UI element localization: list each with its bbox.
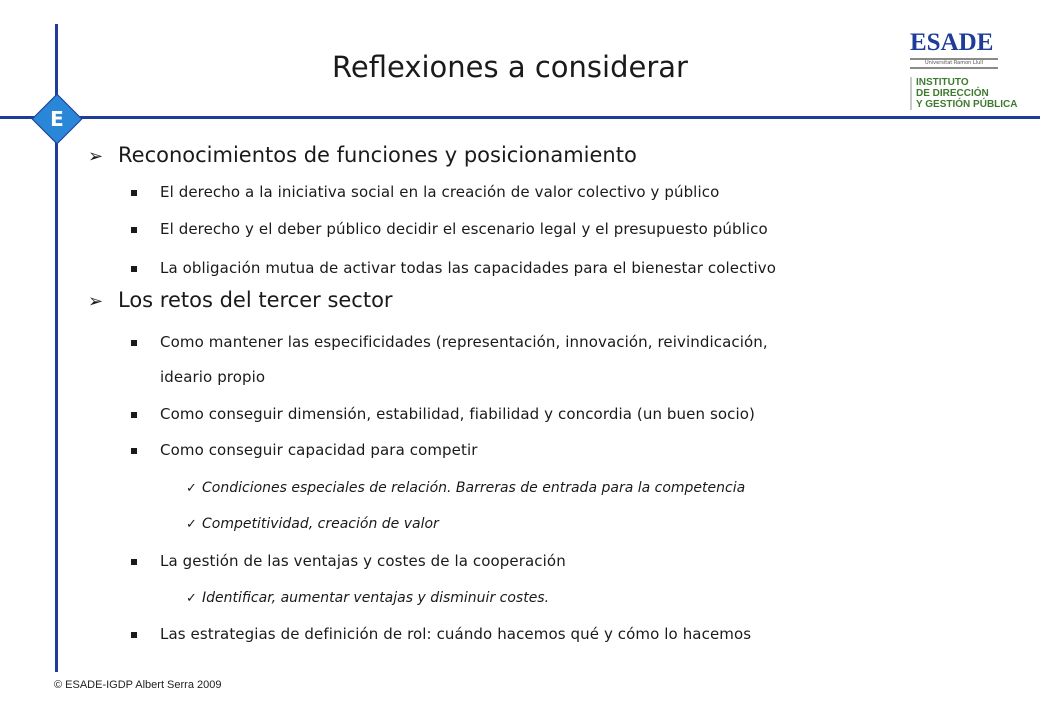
square-bullet-icon (131, 412, 137, 418)
check-icon: ✓ (186, 481, 197, 496)
section-heading-2: ➢ Los retos del tercer sector (88, 288, 393, 312)
sub-list-item: ✓ Competitividad, creación de valor (186, 516, 439, 532)
square-bullet-icon (131, 266, 137, 272)
square-bullet-icon (131, 190, 137, 196)
sub-list-item: ✓ Condiciones especiales de relación. Barreras de entrada para la competencia (186, 480, 746, 496)
logo-subline: Universitat Ramon Llull (910, 58, 998, 69)
horizontal-rule (0, 116, 1040, 119)
esade-logo (910, 29, 1018, 110)
square-bullet-icon (131, 340, 137, 346)
copyright-footer: © ESADE-IGDP Albert Serra 2009 (54, 679, 222, 691)
square-bullet-icon (131, 559, 137, 565)
arrow-bullet-icon: ➢ (88, 146, 104, 167)
institute-name: INSTITUTO DE DIRECCIÓN Y GESTIÓN PÚBLICA (910, 77, 1010, 110)
square-bullet-icon (131, 448, 137, 454)
square-bullet-icon (131, 632, 137, 638)
sub-list-item: ✓ Identificar, aumentar ventajas y disminuir costes. (186, 590, 550, 606)
slide-title: Reflexiones a considerar (332, 50, 688, 84)
emblem-letter: E (50, 107, 64, 131)
check-icon: ✓ (186, 517, 197, 532)
check-icon: ✓ (186, 591, 197, 606)
section-heading-1: ➢ Reconocimientos de funciones y posicionamiento (88, 143, 637, 167)
logo-wordmark: ESADE (910, 29, 994, 56)
arrow-bullet-icon: ➢ (88, 291, 104, 312)
square-bullet-icon (131, 227, 137, 233)
